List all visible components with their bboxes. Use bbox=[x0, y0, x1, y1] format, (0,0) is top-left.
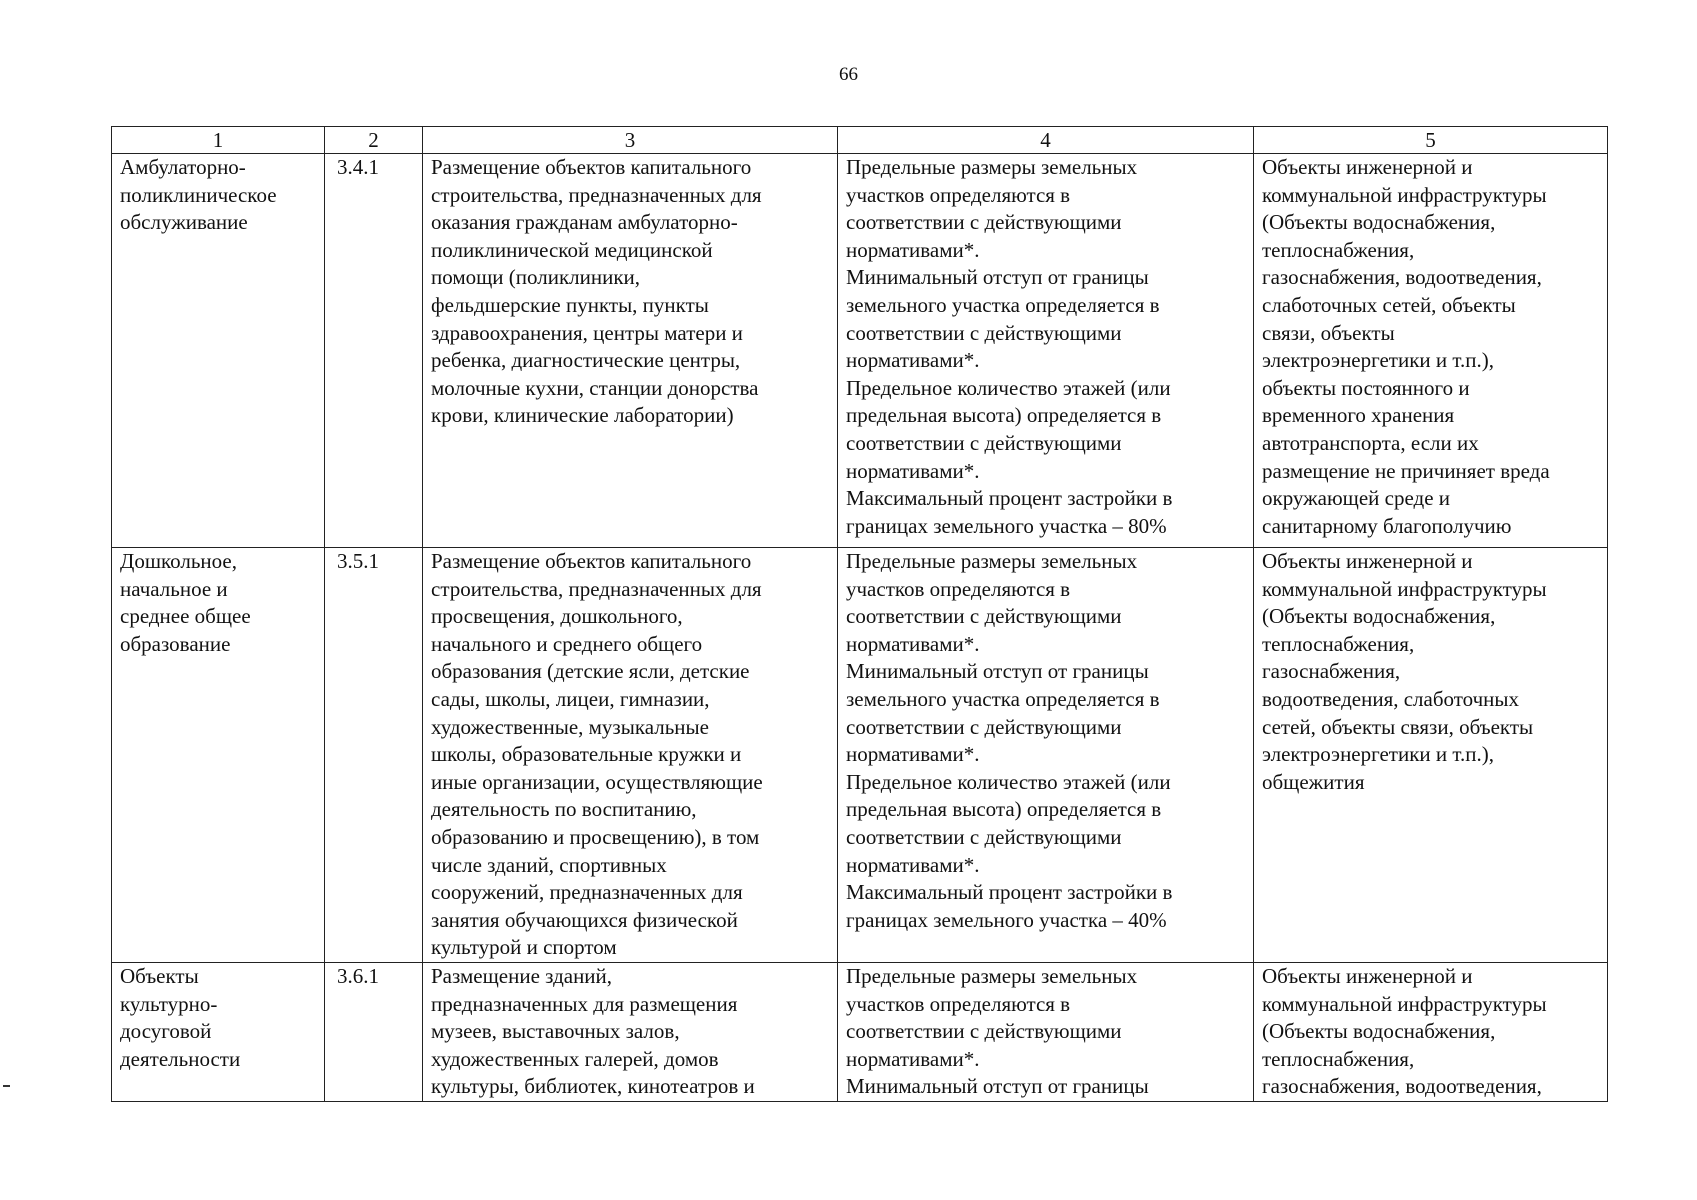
column-header-3: 3 bbox=[423, 127, 838, 154]
column-header-2: 2 bbox=[325, 127, 423, 154]
table-header-row bbox=[112, 127, 1608, 154]
use-type-description: Размещение объектов капитального строительства, предназначенных для просвещения, дошкольного, начального и среднего общего образования (детские ясли, детские сады, школы, лицеи, гимназии, художественные, музыкальные школы, образовательные кружки и иные организации, осуществляющие деятельность по воспитанию, образованию и просвещению), в том числе зданий, спортивных сооружений, предназначенных для занятия обучающихся физической культурой и спортом bbox=[423, 548, 838, 963]
use-type-code-text: 3.6.1 bbox=[337, 963, 379, 988]
table-row bbox=[112, 962, 1608, 1101]
auxiliary-uses bbox=[1254, 962, 1608, 1101]
auxiliary-uses-text: Объекты инженерной и коммунальной инфраструктуры (Объекты водоснабжения, теплоснабжения, газоснабжения, водоотведения, bbox=[1262, 963, 1547, 1099]
limit-parameters: Предельные размеры земельных участков определяются в соответствии с действующими нормативами*. Минимальный отступ от границы земельного участка определяется в соответствии с действующими нормативами*. Предельное количество этажей (или предельная высота) определяется в соответствии с действующими нормативами*. Максимальный процент застройки в границах земельного участка – 40% bbox=[838, 548, 1254, 963]
column-header-4: 4 bbox=[838, 127, 1254, 154]
use-type-name-text: Объекты культурно- досуговой деятельности bbox=[120, 963, 241, 1071]
use-type-name: Амбулаторно- поликлиническое обслуживание bbox=[112, 154, 325, 548]
table-row bbox=[112, 548, 1608, 963]
limit-parameters-text: Предельные размеры земельных участков определяются в соответствии с действующими нормативами*. Минимальный отступ от границы bbox=[846, 963, 1149, 1099]
use-type-description bbox=[423, 962, 838, 1101]
use-type-code bbox=[325, 962, 423, 1101]
limit-parameters bbox=[838, 962, 1254, 1101]
use-type-name: Дошкольное, начальное и среднее общее образование bbox=[112, 548, 325, 963]
use-type-code: 3.5.1 bbox=[325, 548, 423, 963]
page-number: 66 bbox=[839, 64, 858, 85]
column-header-1: 1 bbox=[112, 127, 325, 154]
limit-parameters: Предельные размеры земельных участков определяются в соответствии с действующими нормативами*. Минимальный отступ от границы земельного участка определяется в соответствии с действующими нормативами*. Предельное количество этажей (или предельная высота) определяется в соответствии с действующими нормативами*. Максимальный процент застройки в границах земельного участка – 80% bbox=[838, 154, 1254, 548]
use-type-name bbox=[112, 962, 325, 1101]
regulations-table bbox=[111, 126, 1608, 1102]
table-row bbox=[112, 154, 1608, 548]
use-type-code: 3.4.1 bbox=[325, 154, 423, 548]
auxiliary-uses: Объекты инженерной и коммунальной инфраструктуры (Объекты водоснабжения, теплоснабжения, газоснабжения, водоотведения, слаботочных сетей, объекты связи, объекты электроэнергетики и т.п.), общежития bbox=[1254, 548, 1608, 963]
use-type-description: Размещение объектов капитального строительства, предназначенных для оказания гражданам амбулаторно- поликлинической медицинской помощи (поликлиники, фельдшерские пункты, пункты здравоохранения, центры матери и ребенка, диагностические центры, молочные кухни, станции донорства крови, клинические лаборатории) bbox=[423, 154, 838, 548]
margin-mark bbox=[3, 1085, 10, 1087]
column-header-5: 5 bbox=[1254, 127, 1608, 154]
use-type-description-text: Размещение зданий, предназначенных для размещения музеев, выставочных залов, художественных галерей, домов культуры, библиотек, кинотеатров и bbox=[431, 963, 755, 1099]
auxiliary-uses: Объекты инженерной и коммунальной инфраструктуры (Объекты водоснабжения, теплоснабжения, газоснабжения, водоотведения, слаботочных сетей, объекты связи, объекты электроэнергетики и т.п.), объекты постоянного и временного хранения автотранспорта, если их размещение не причиняет вреда окружающей среде и санитарному благополучию bbox=[1254, 154, 1608, 548]
